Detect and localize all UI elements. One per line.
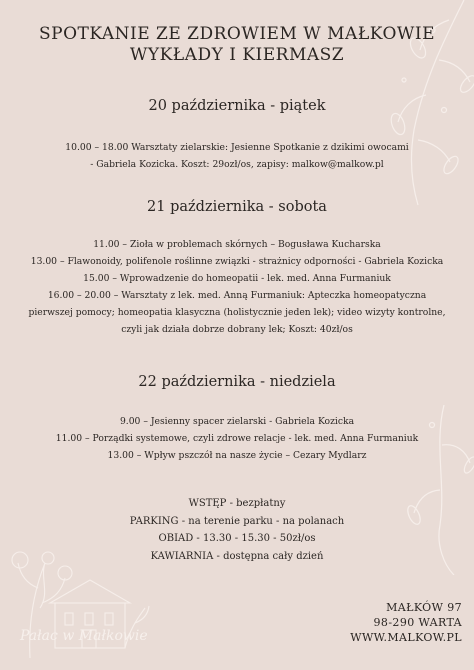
info-cafe: KAWIARNIA - dostępna cały dzień — [150, 550, 324, 562]
day-heading-sunday: 22 października - niedziela — [138, 374, 336, 390]
palace-illustration — [10, 548, 150, 668]
title-line-1: SPOTKANIE ZE ZDROWIEM W MAŁKOWIE — [39, 24, 435, 44]
schedule-line: 11.00 – Zioła w problemach skórnych – Bogusława Kucharska — [93, 239, 381, 250]
schedule-line: 16.00 – 20.00 – Warsztaty z lek. med. Anną Furmaniuk: Apteczka homeopatyczna — [47, 290, 427, 301]
schedule-line: 10.00 – 18.00 Warsztaty zielarskie: Jesienne Spotkanie z dzikimi owocami — [65, 142, 409, 153]
address-line: MAŁKÓW 97 — [386, 601, 462, 614]
day-heading-saturday: 21 października - sobota — [147, 199, 327, 215]
title-line-2: WYKŁADY I KIERMASZ — [129, 45, 345, 65]
logo-text: Pałac w Małkowie — [20, 628, 148, 644]
day-heading-friday: 20 października - piątek — [148, 98, 326, 114]
website-link[interactable]: WWW.MALKOW.PL — [350, 631, 462, 644]
schedule-line: 9.00 – Jesienny spacer zielarski - Gabriela Kozicka — [119, 416, 355, 427]
schedule-line: czyli jak działa dobrze dobrany lek; Koszt: 40zł/os — [121, 324, 353, 335]
address-block — [350, 600, 462, 645]
schedule-line: 11.00 – Porządki systemowe, czyli zdrowe relacje - lek. med. Anna Furmaniuk — [55, 433, 419, 444]
event-info — [0, 495, 474, 565]
schedule-line: - Gabriela Kozicka. Koszt: 29ozł/os, zapisy: malkow@malkow.pl — [90, 159, 384, 170]
page-title — [0, 24, 474, 66]
schedule-line: 15.00 – Wprowadzenie do homeopatii - lek. med. Anna Furmaniuk — [83, 273, 391, 284]
schedule-line: 13.00 – Flawonoidy, polifenole roślinne związki - strażnicy odporności - Gabriela Kozicka — [30, 256, 444, 267]
info-lunch: OBIAD - 13.30 - 15.30 - 50zł/os — [158, 533, 316, 544]
schedule-friday — [0, 139, 474, 173]
info-entry: WSTĘP - bezpłatny — [188, 498, 286, 509]
schedule-line: pierwszej pomocy; homeopatia klasyczna (holistycznie jeden lek); video wizyty kontrolne, — [28, 307, 446, 318]
schedule-saturday — [0, 236, 474, 338]
info-parking: PARKING - na terenie parku - na polanach — [129, 515, 345, 527]
postal-code-city: 98-290 WARTA — [373, 616, 462, 629]
schedule-sunday — [0, 413, 474, 464]
schedule-line: 13.00 – Wpływ pszczół na nasze życie – Cezary Mydlarz — [107, 450, 367, 461]
